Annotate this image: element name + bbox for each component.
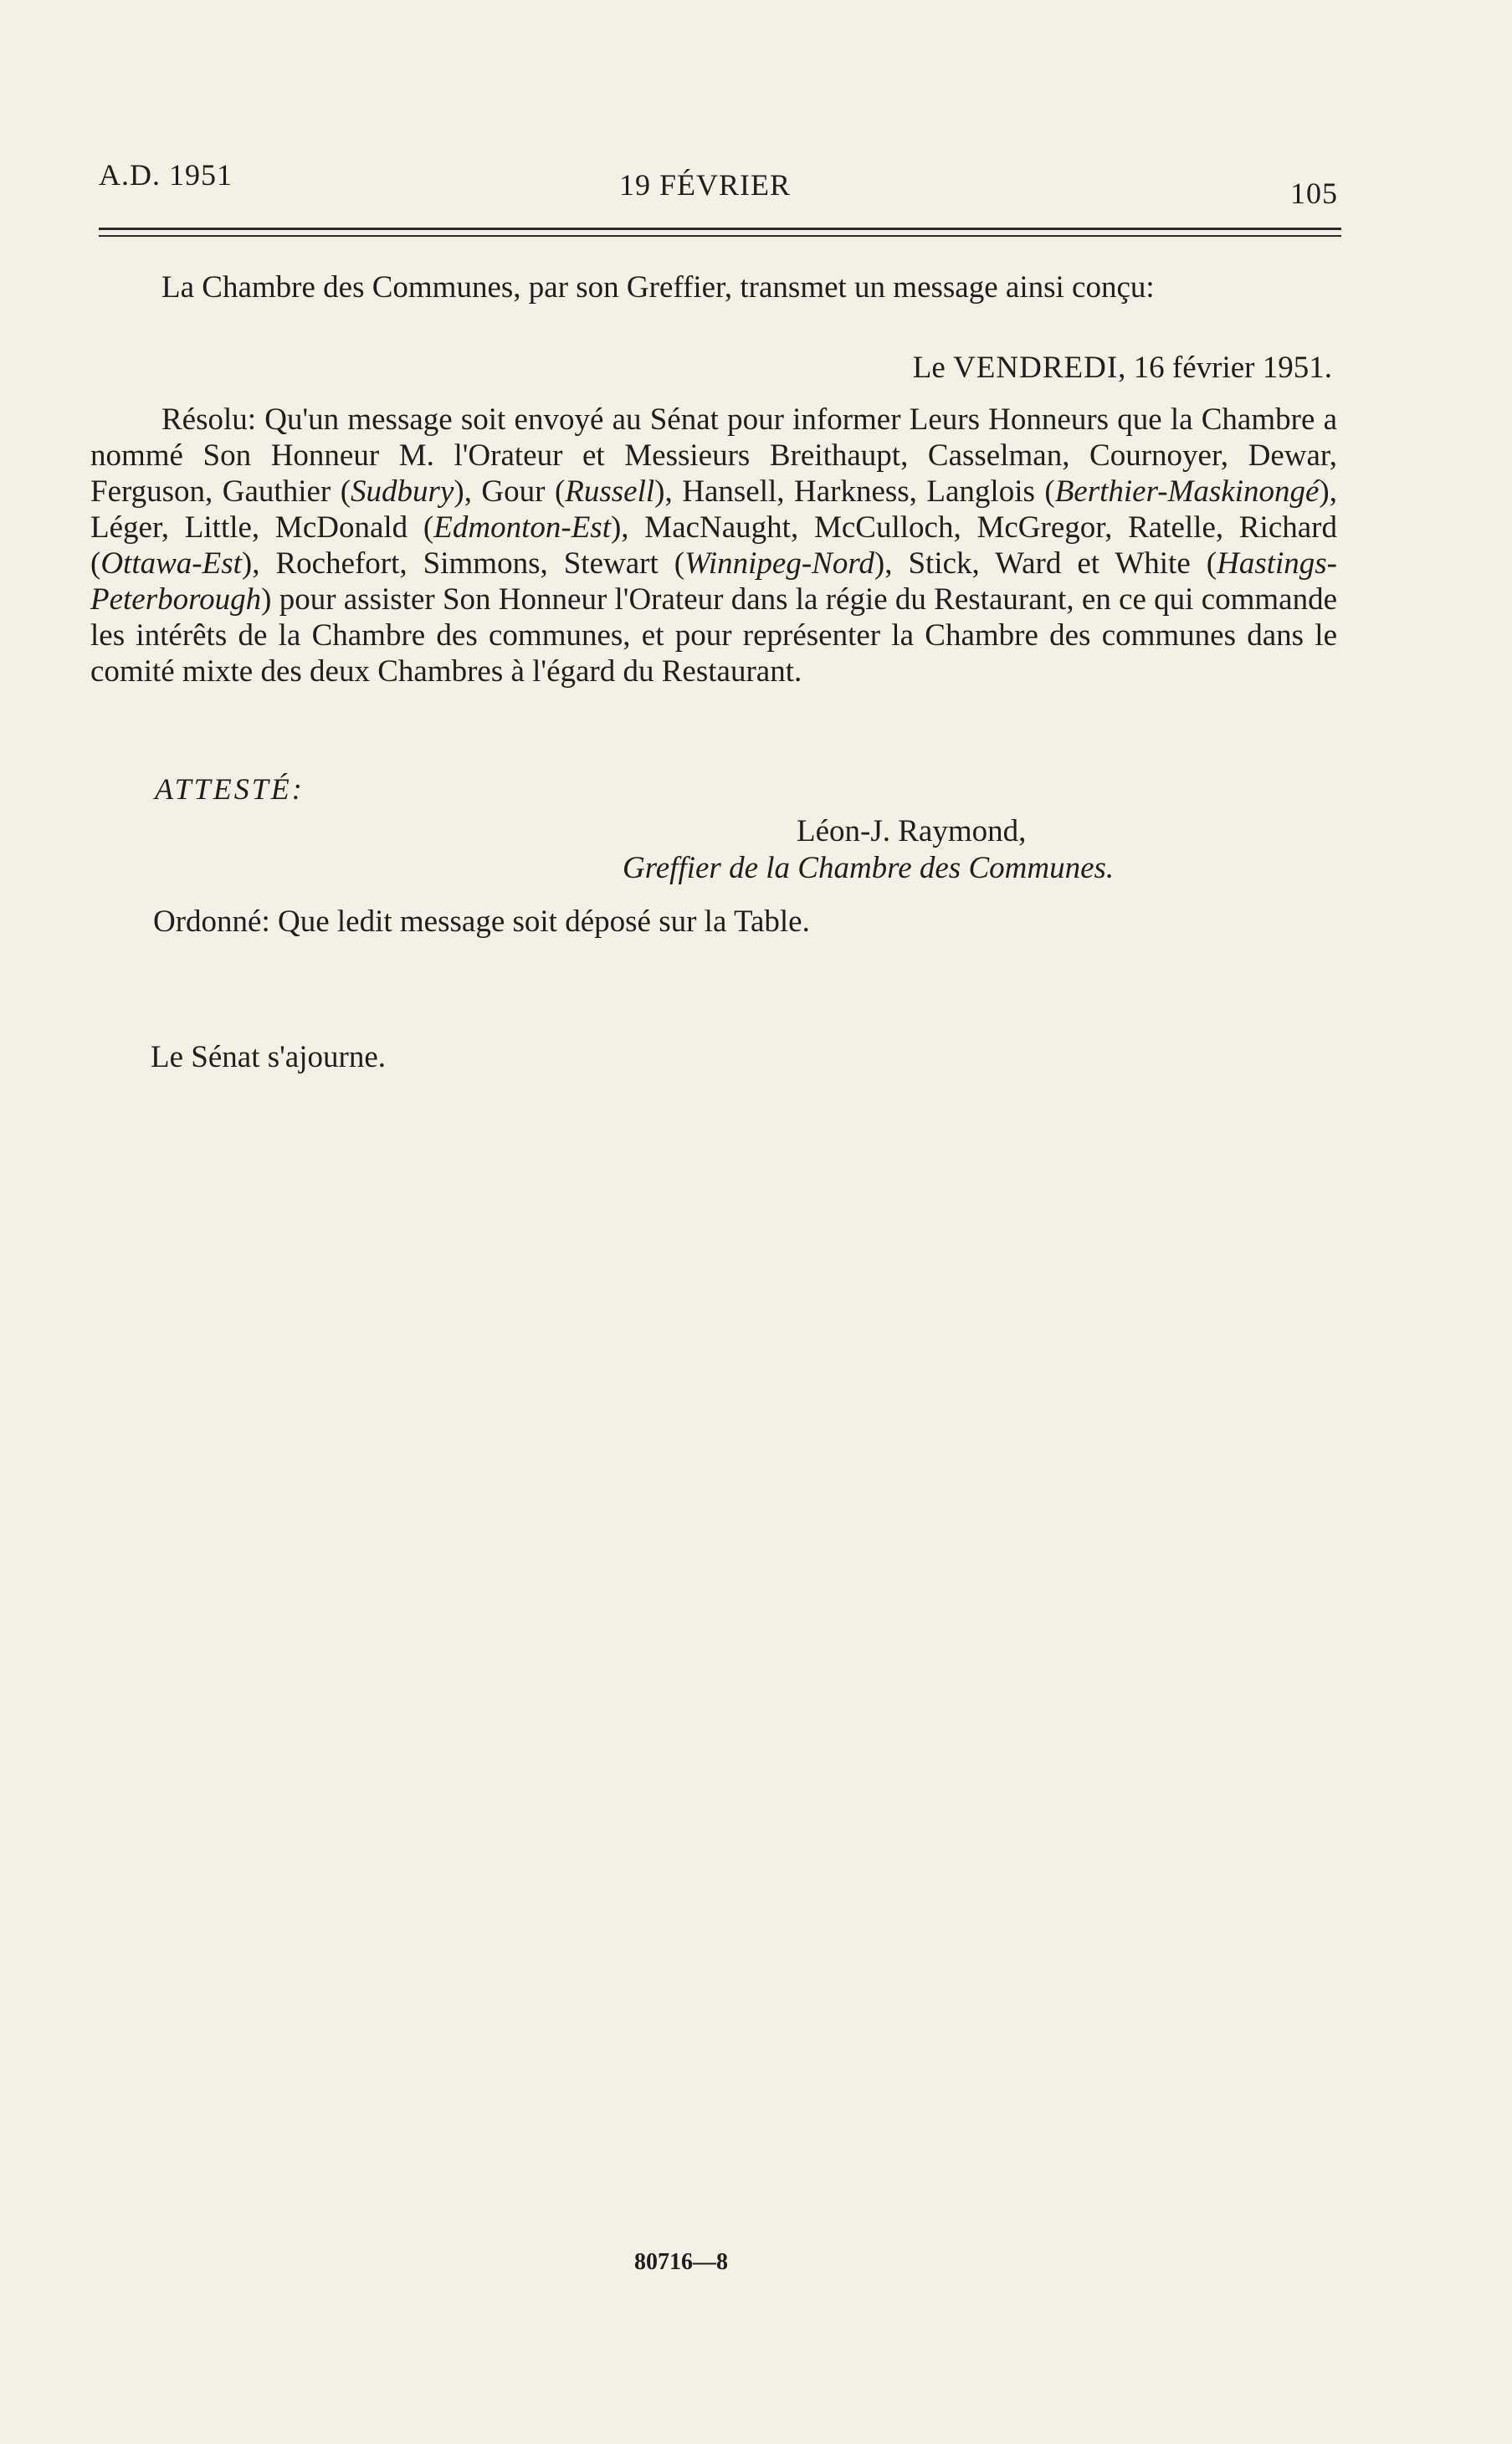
header-rule bbox=[99, 228, 1341, 230]
header-rule-secondary bbox=[99, 235, 1341, 237]
header-year: A.D. 1951 bbox=[99, 158, 233, 192]
resolution-text: ), Léger, Little, McDonald ( bbox=[90, 474, 1337, 545]
resolution-paragraph bbox=[90, 402, 1337, 689]
message-date bbox=[913, 350, 1332, 386]
resolution-text: ), Stick, Ward et White ( bbox=[874, 546, 1217, 581]
riding-name: Hastings-Peterborough bbox=[90, 546, 1337, 617]
date-prefix: Le bbox=[912, 351, 954, 385]
date-day: VENDREDI bbox=[953, 351, 1119, 385]
riding-name: Berthier-Maskinongé bbox=[1054, 474, 1320, 509]
resolution-text: ), Rochefort, Simmons, Stewart ( bbox=[241, 546, 685, 581]
date-rest: , 16 février 1951. bbox=[1118, 351, 1332, 385]
page-number: 105 bbox=[1290, 177, 1338, 210]
resolution-text: ), Hansell, Harkness, Langlois ( bbox=[654, 474, 1055, 509]
riding-name: Sudbury bbox=[351, 474, 454, 509]
riding-name: Russell bbox=[565, 474, 655, 509]
intro-paragraph: La Chambre des Communes, par son Greffier, transmet un message ainsi conçu: bbox=[161, 270, 1155, 305]
resolution-text: ), Gour ( bbox=[454, 474, 566, 509]
adjournment-line: Le Sénat s'ajourne. bbox=[151, 1040, 386, 1074]
footer-code: 80716—8 bbox=[634, 2249, 728, 2275]
signatory-title: Greffier de la Chambre des Communes. bbox=[623, 851, 1115, 885]
attest-label: ATTESTÉ: bbox=[155, 772, 305, 806]
resolution-text: ), MacNaught, McCulloch, McGregor, Ratelle, Richard ( bbox=[90, 510, 1337, 581]
riding-name: Ottawa-Est bbox=[100, 546, 242, 581]
signatory-name: Léon-J. Raymond, bbox=[797, 814, 1027, 848]
header-date: 19 FÉVRIER bbox=[619, 168, 792, 202]
order-line: Ordonné: Que ledit message soit déposé sur la Table. bbox=[153, 904, 810, 939]
resolution-text: Résolu: Qu'un message soit envoyé au Sénat pour informer Leurs Honneurs que la Chambre a nommé Son Honneur M. l'Orateur et Messieurs Breithaupt, Casselman, Cournoyer, Dewar, Ferguson, Gauthier ( bbox=[90, 402, 1337, 509]
riding-name: Edmonton-Est bbox=[433, 510, 611, 545]
resolution-text: ) pour assister Son Honneur l'Orateur dans la régie du Restaurant, en ce qui commande les intérêts de la Chambre des communes, et pour représenter la Chambre des communes dans le comité mixte des deux Chambres à l'égard du Restaurant. bbox=[90, 582, 1338, 689]
riding-name: Winnipeg-Nord bbox=[684, 546, 874, 581]
